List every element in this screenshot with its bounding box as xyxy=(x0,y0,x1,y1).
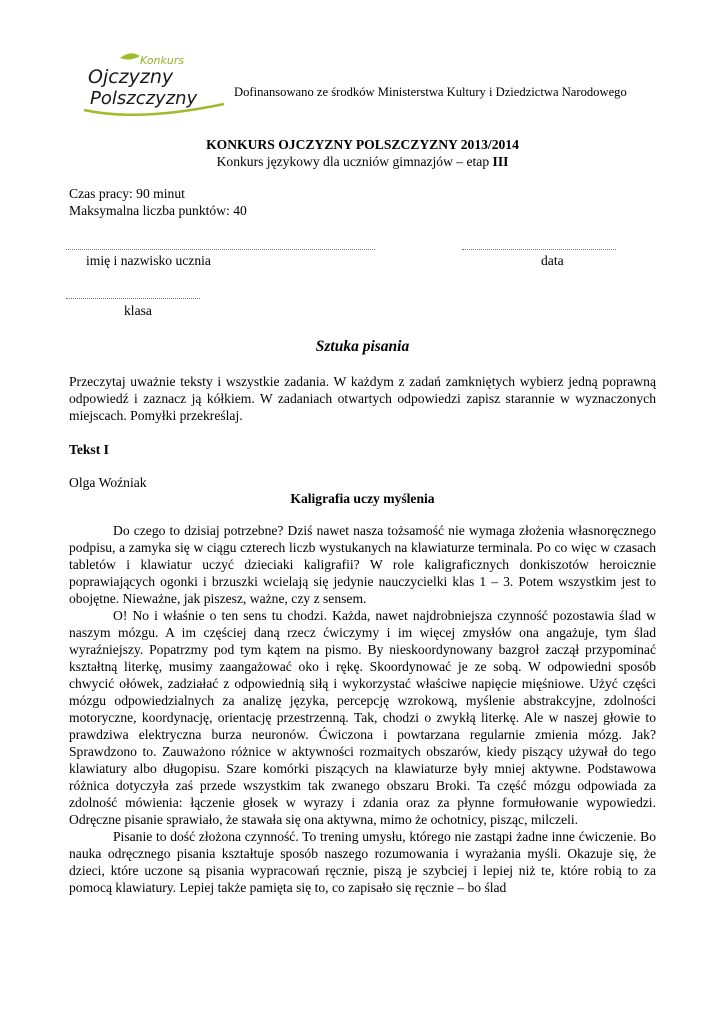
contest-title: KONKURS OJCZYZNY POLSZCZYZNY 2013/2014 xyxy=(206,137,519,152)
class-label: klasa xyxy=(124,303,152,318)
work-time: Czas pracy: 90 minut xyxy=(69,186,185,201)
text-body xyxy=(69,522,656,896)
logo-text-ojczyzny: Ojczyzny xyxy=(88,66,174,88)
contest-logo xyxy=(78,50,228,120)
text-author: Olga Woźniak xyxy=(69,475,147,490)
instructions: Przeczytaj uważnie teksty i wszystkie zadania. W każdym z zadań zamkniętych wybierz jedną poprawną odpowiedź i zaznacz ją kółkiem. W zadaniach otwartych odpowiedzi zapisz starannie w wyznaczonych miejscach. Pomyłki przekreślaj. xyxy=(69,374,656,423)
text-title: Kaligrafia uczy myślenia xyxy=(290,491,435,506)
paragraph: Pisanie to dość złożona czynność. To trening umysłu, którego nie zastąpi żadne inne ćwiczenie. Bo nauka odręcznego pisania kształtuje sposób naszego rozumowania i wyrażania myśli. Okazuje się, że dzieci, które uczone są pisania wypracowań ręcznie, piszą je szybciej i lepiej niż te, które robią to za pomocą klawiatury. Lepiej także pamięta się to, co zapisało się ręcznie – bo ślad xyxy=(69,829,656,895)
logo-text-konkurs: Konkurs xyxy=(140,54,185,67)
date-field[interactable] xyxy=(462,249,616,250)
subtitle-stage: III xyxy=(492,154,509,169)
contest-subtitle xyxy=(0,153,725,170)
subtitle-text: Konkurs językowy dla uczniów gimnazjów – etap xyxy=(216,154,493,169)
date-label: data xyxy=(541,253,564,268)
student-name-label: imię i nazwisko ucznia xyxy=(86,253,211,268)
student-name-field[interactable] xyxy=(66,249,375,250)
logo-leaf xyxy=(120,53,140,59)
max-points: Maksymalna liczba punktów: 40 xyxy=(69,203,247,218)
class-field[interactable] xyxy=(66,298,200,299)
article-title: Sztuka pisania xyxy=(315,338,410,355)
paragraph: O! No i właśnie o ten sens tu chodzi. Każda, nawet najdrobniejsza czynność pozostawia ślad w naszym mózgu. A im częściej daną rzecz ćwiczymy i im więcej zmysłów ona angażuje, tym ślad wyraźniejszy. Popatrzmy pod tym kątem na pismo. By nieskoordynowany bazgroł zaczął przypominać kształtną literkę, musimy zaangażować oko i rękę. Skoordynować je ze sobą. W odpowiedni sposób chwycić ołówek, zadziałać z odpowiednią siłą i wykorzystać właściwe napięcie mięśniowe. Użyć części mózgu odpowiedzialnych za analizę języka, percepcję wzrokową, myślenie abstrakcyjne, zdolności motoryczne, koordynację, orientację przestrzenną. Tak, chodzi o zwykłą literkę. Ale w naszej głowie to prawdziwa elektryczna burza neuronów. Ćwiczona i powtarzana regularnie zmienia mózg. Jak? Sprawdzono to. Zauważono różnice w aktywności rozmaitych obszarów, kiedy piszący używał do tego klawiatury albo długopisu. Szare komórki piszących na klawiaturze były mniej aktywne. Podstawowa różnica dotyczyła zaś przede wszystkim tak zwanego obszaru Broki. Ta część mózgu odpowiada za zdolność mówienia: łączenie głosek w wyrazy i zdania oraz za płynne formułowanie wypowiedzi. Odręczne pisanie sprawiało, że stawała się ona aktywna, mimo że ochotnicy, pisząc, milczeli. xyxy=(69,608,656,827)
logo-text-polszczyzny: Polszczyzny xyxy=(90,88,198,109)
funding-note: Dofinansowano ze środków Ministerstwa Kultury i Dziedzictwa Narodowego xyxy=(234,85,627,99)
paragraph: Do czego to dzisiaj potrzebne? Dziś nawet nasza tożsamość nie wymaga złożenia własnoręcznego podpisu, a zamyka się w ciągu czterech liczb wystukanych na klawiaturze terminala. Po co więc w czasach tabletów i klawiatur uczyć dzieciaki kaligrafii? W role kaligraficznych donkiszotów heroicznie poprawiających ogonki i brzuszki wcielają się jedynie nauczycielki klas 1 – 3. Potem wszystkim jest to obojętne. Nieważne, jak piszesz, ważne, czy z sensem. xyxy=(69,523,656,606)
text-heading: Tekst I xyxy=(69,442,109,457)
